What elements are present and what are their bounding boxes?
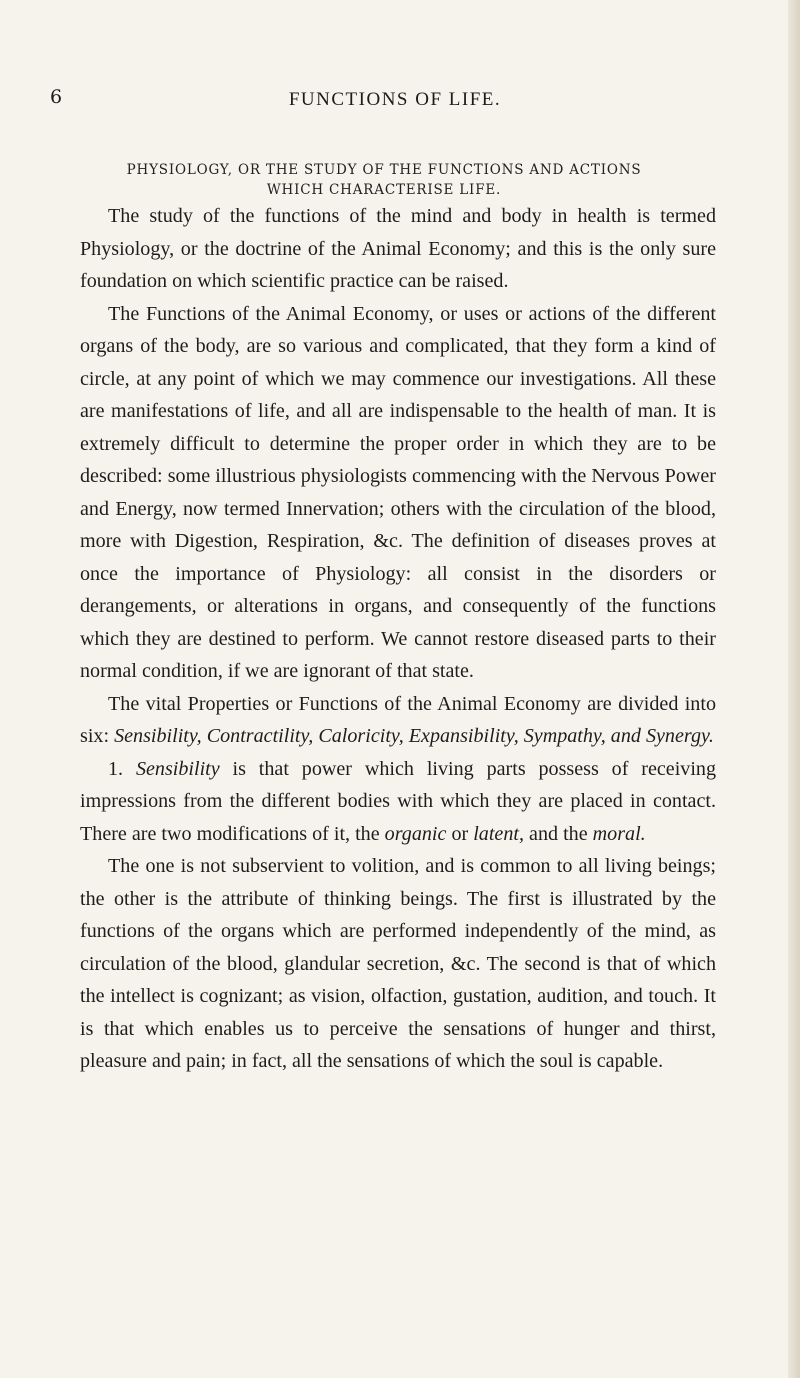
paragraph-1: The study of the functions of the mind and body in health is termed Physiology, or the doctrine of the Animal Economy; and this is the only sure foundation on which scientific practice can be raised. [80,205,716,292]
organic-term: organic [384,822,447,845]
paragraph-5: The one is not subservient to volition, and is common to all living beings; the other is the attribute of thinking beings. The first is illustrated by the functions of the organs which are performed independently of the mind, as circulation of the blood, glandular secretion, &c. The second is that of which the intellect is cognizant; as vision, olfaction, gustation, audition, and touch. It is that which enables us to perceive the sensations of hunger and thirst, pleasure and pain; in fact, all the sensations of which the soul is capable. [80,855,716,1072]
section-heading [104,160,664,200]
sensibility-term: Sensibility [135,757,220,780]
page-edge [788,0,800,1378]
page-number: 6 [50,86,63,108]
latent-term: latent, [473,822,525,845]
sensibility-definition: is that power which living parts possess of receiving impressions from the different bodies with which they are placed in contact. There are two modifications of it, the [80,757,717,845]
body-text [80,200,716,1078]
paragraph-3-text: The vital Properties or Functions of the Animal Economy are divided into six: [80,692,716,747]
sensibility-number: 1. [108,757,136,780]
connector-and: and the [524,822,593,845]
running-head: FUNCTIONS OF LIFE. [288,89,502,110]
moral-term: moral. [592,822,646,845]
paragraph-4 [80,753,716,851]
connector-or: or [446,822,474,845]
section-heading-line-2: WHICH CHARACTERISE LIFE. [266,182,502,198]
section-heading-line-1: PHYSIOLOGY, OR THE STUDY OF THE FUNCTIONS AND ACTIONS [126,162,642,178]
vital-properties-list: Sensibility, Contractility, Caloricity, Expansibility, Sympathy, and Synergy. [114,725,714,747]
paragraph-3 [80,688,716,753]
paragraph-2: The Functions of the Animal Economy, or uses or actions of the different organs of the body, are so various and complicated, that they form a kind of circle, at any point of which we may commence our investigations. All these are manifestations of life, and all are indispensable to the health of man. It is extremely difficult to determine the proper order in which they are to be described: some illustrious physiologists commencing with the Nervous Power and Energy, now termed Innervation; others with the circulation of the blood, more with Digestion, Respiration, &c. The definition of diseases proves at once the importance of Physiology: all consist in the disorders or derangements, or alterations in organs, and consequently of the functions which they are destined to perform. We cannot restore diseased parts to their normal condition, if we are ignorant of that state. [80,302,716,682]
page-header [50,86,740,116]
